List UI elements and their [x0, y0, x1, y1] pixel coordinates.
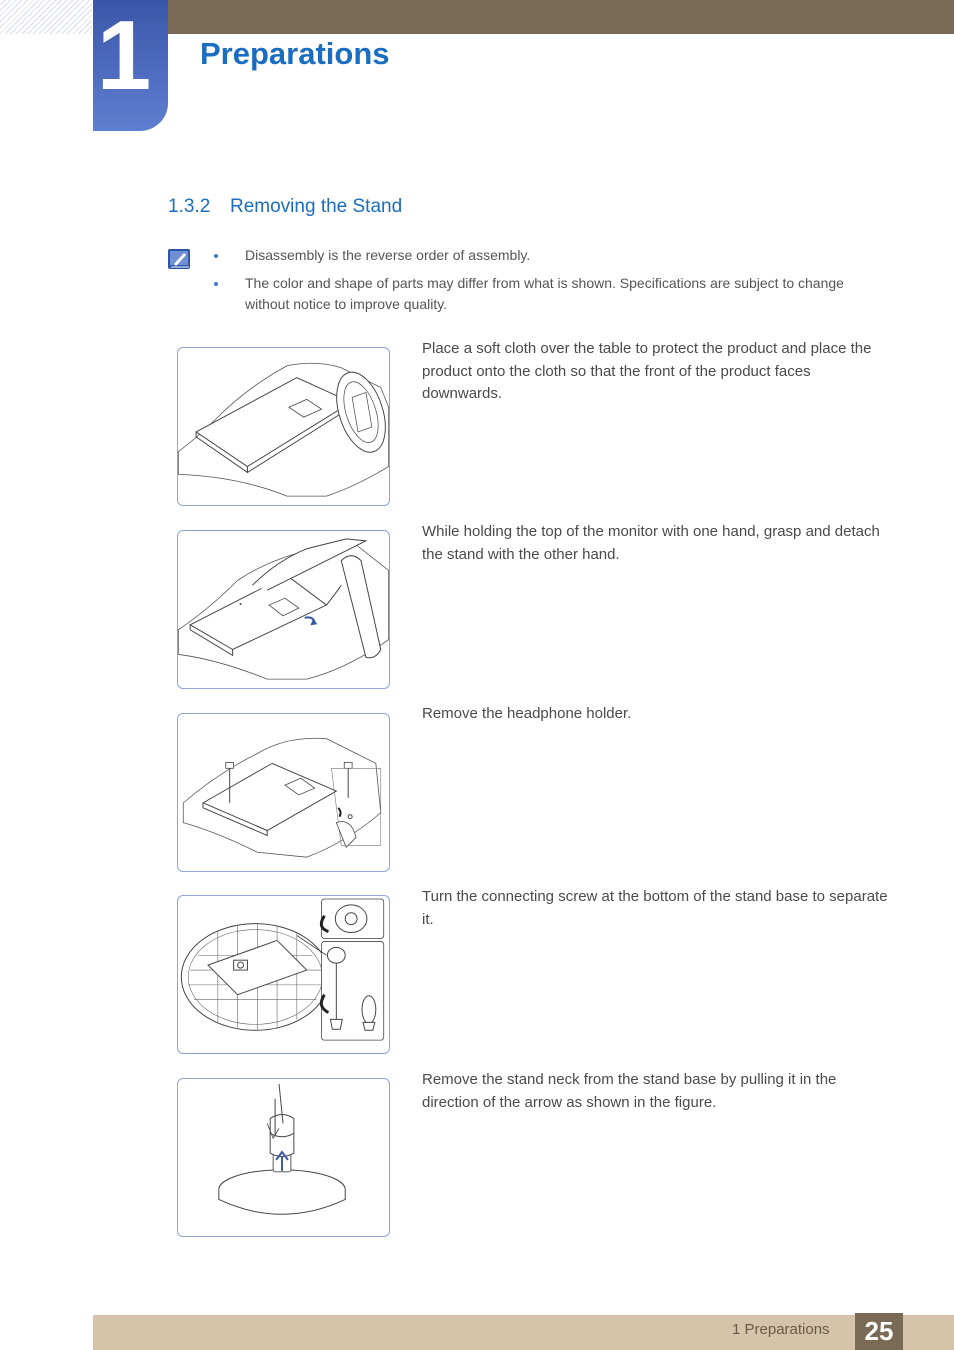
notes-list: [212, 245, 892, 322]
header-bar: [168, 0, 954, 34]
header-hatch-pattern: [0, 0, 92, 34]
note-item: The color and shape of parts may differ from what is shown. Specifications are subject to change without notice to improve quality.: [212, 273, 892, 315]
step-3-figure: [177, 713, 390, 872]
section-title: Removing the Stand: [230, 196, 403, 217]
step-3-text: Remove the headphone holder.: [422, 705, 632, 722]
footer-chapter-label: 1 Preparations: [732, 1321, 830, 1338]
chapter-number: 1: [96, 0, 152, 110]
step-2-figure: [177, 530, 390, 689]
step-1-text: Place a soft cloth over the table to protect the product and place the product onto the cloth so that the front of the product faces downwards.: [422, 340, 872, 402]
step-1-figure: [177, 347, 390, 506]
page-number: 25: [855, 1313, 903, 1350]
note-icon: [168, 249, 192, 271]
section-heading: [168, 196, 402, 218]
step-4-text: Turn the connecting screw at the bottom of the stand base to separate it.: [422, 888, 888, 928]
chapter-title: Preparations: [200, 36, 390, 71]
note-item: Disassembly is the reverse order of assembly.: [212, 245, 892, 266]
step-5-figure: [177, 1078, 390, 1237]
section-number: 1.3.2: [168, 196, 211, 217]
chapter-tab: [93, 0, 168, 131]
step-5-text: Remove the stand neck from the stand base by pulling it in the direction of the arrow as shown in the figure.: [422, 1071, 837, 1111]
step-2-text: While holding the top of the monitor with one hand, grasp and detach the stand with the other hand.: [422, 523, 880, 563]
step-4-figure: [177, 895, 390, 1054]
